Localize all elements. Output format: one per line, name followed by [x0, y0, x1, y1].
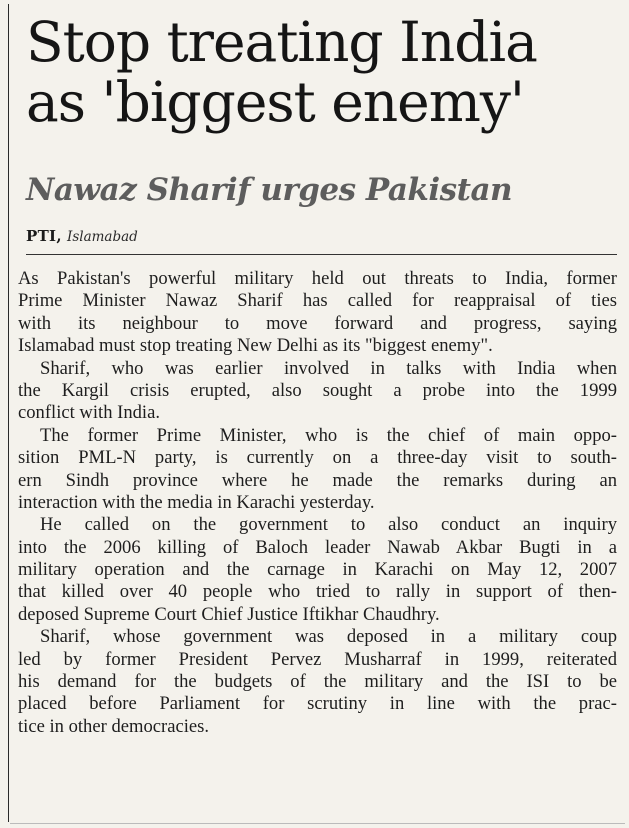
body-line: Prime Minister Nawaz Sharif has called for reappraisal of ties — [18, 290, 617, 312]
byline-divider — [26, 254, 617, 255]
body-line: Islamabad must stop treating New Delhi as its "biggest enemy". — [18, 335, 493, 357]
body-line: Sharif, whose government was deposed in a military coup — [40, 626, 617, 648]
subheadline: Nawaz Sharif urges Pakistan — [26, 172, 513, 208]
byline-location: Islamabad — [66, 229, 138, 245]
body-line: ern Sindh province where he made the remarks during an — [18, 469, 617, 491]
body-line: into the 2006 killing of Baloch leader Nawab Akbar Bugti in a — [18, 536, 617, 558]
body-line: that killed over 40 people who tried to rally in support of then- — [18, 581, 617, 603]
body-line: sition PML-N party, is currently on a three-day visit to south- — [18, 447, 617, 469]
body-line: Sharif, who was earlier involved in talks with India when — [40, 357, 617, 379]
body-line: As Pakistan's powerful military held out threats to India, former — [18, 268, 617, 289]
byline — [26, 226, 138, 245]
headline — [26, 12, 616, 132]
body-line: deposed Supreme Court Chief Justice Iftikhar Chaudhry. — [18, 603, 440, 625]
paragraph-4 — [18, 514, 617, 626]
paragraph-5 — [18, 626, 617, 738]
body-line: his demand for the budgets of the military and the ISI to be — [18, 671, 617, 693]
headline-line-1: Stop treating India — [26, 10, 537, 74]
byline-agency: PTI, — [26, 227, 62, 245]
body-line: tice in other democracies. — [18, 715, 210, 737]
body-line: the Kargil crisis erupted, also sought a probe into the 1999 — [18, 379, 617, 401]
body-line: He called on the government to also conduct an inquiry — [40, 514, 617, 536]
paragraph-1 — [18, 268, 617, 358]
body-line: conflict with India. — [18, 402, 160, 424]
column-rule — [8, 4, 9, 822]
paragraph-3 — [18, 425, 617, 515]
bottom-border — [10, 823, 625, 824]
paragraph-2 — [18, 358, 617, 425]
body-line: interaction with the media in Karachi yesterday. — [18, 491, 375, 513]
body-line: with its neighbour to move forward and progress, saying — [18, 312, 617, 334]
body-line: The former Prime Minister, who is the chief of main oppo- — [40, 424, 617, 446]
body-line: led by former President Pervez Musharraf in 1999, reiterated — [18, 648, 617, 670]
headline-line-2: as 'biggest enemy' — [26, 70, 525, 134]
article-body — [18, 268, 617, 738]
body-line: placed before Parliament for scrutiny in line with the prac- — [18, 693, 617, 715]
body-line: military operation and the carnage in Karachi on May 12, 2007 — [18, 559, 617, 581]
